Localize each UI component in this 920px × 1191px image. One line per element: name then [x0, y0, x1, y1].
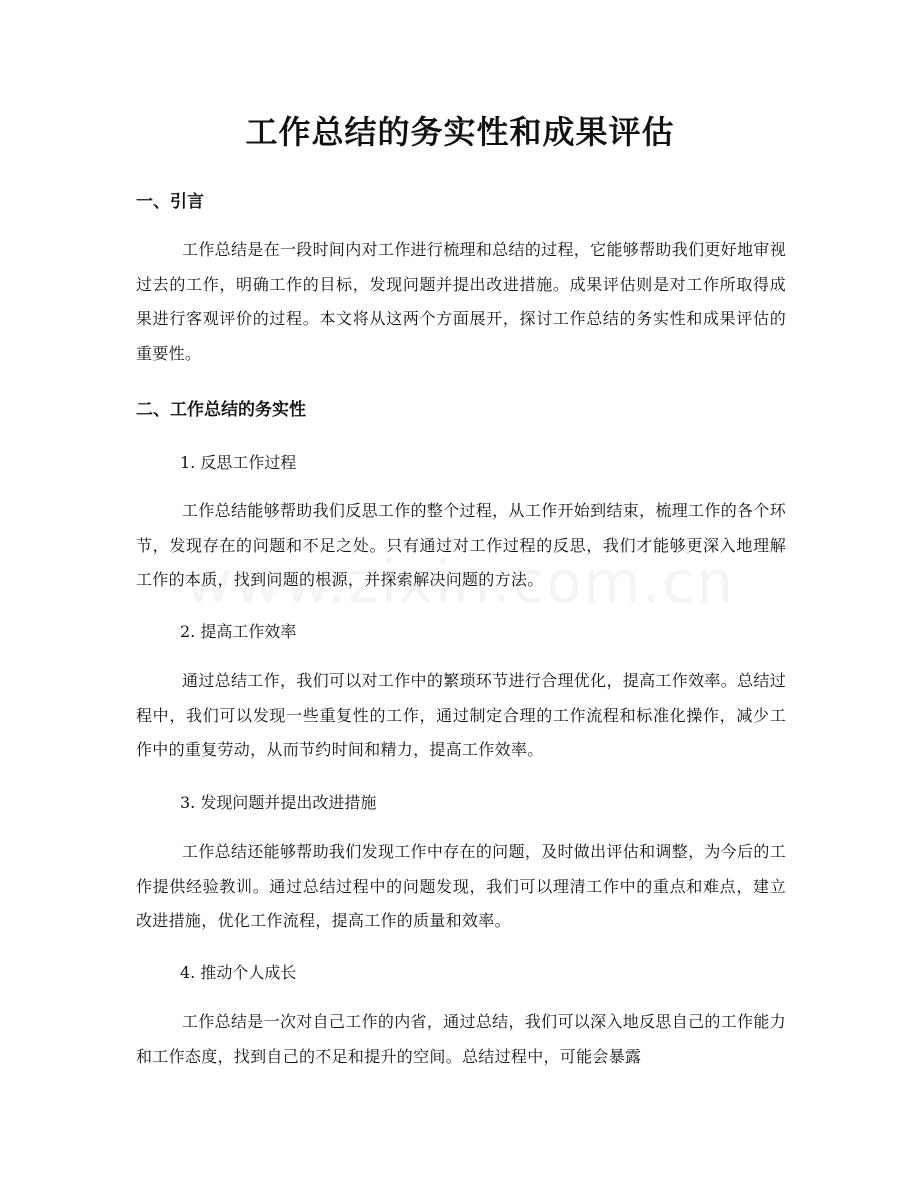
- subsection-paragraph-4: 工作总结是一次对自己工作的内省，通过总结，我们可以深入地反思自己的工作能力和工作态度，找到自己的不足和提升的空间。总结过程中，可能会暴露: [136, 1012, 786, 1066]
- subsection-paragraph-1: 工作总结能够帮助我们反思工作的整个过程，从工作开始到结束，梳理工作的各个环节，发现存在的问题和不足之处。只有通过对工作过程的反思，我们才能够更深入地理解工作的本质，找到问题的根源，并探索解决问题的方法。: [136, 501, 786, 589]
- subsection-paragraph-2: 通过总结工作，我们可以对工作中的繁琐环节进行合理优化，提高工作效率。总结过程中，我们可以发现一些重复性的工作，通过制定合理的工作流程和标准化操作，减少工作中的重复劳动，从而节约时间和精力，提高工作效率。: [136, 671, 786, 759]
- document-title: 工作总结的务实性和成果评估: [245, 113, 675, 151]
- subsection-paragraph-3: 工作总结还能够帮助我们发现工作中存在的问题，及时做出评估和调整，为今后的工作提供经验教训。通过总结过程中的问题发现，我们可以理清工作中的重点和难点，建立改进措施，优化工作流程，提高工作的质量和效率。: [136, 842, 786, 930]
- subsection-heading-4: 4. 推动个人成长: [180, 963, 297, 982]
- section-heading-practicality: 二、工作总结的务实性: [136, 400, 306, 420]
- intro-paragraph: 工作总结是在一段时间内对工作进行梳理和总结的过程，它能够帮助我们更好地审视过去的工作，明确工作的目标，发现问题并提出改进措施。成果评估则是对工作所取得成果进行客观评价的过程。本文将从这两个方面展开，探讨工作总结的务实性和成果评估的重要性。: [136, 240, 786, 363]
- subsection-heading-1: 1. 反思工作过程: [180, 453, 297, 472]
- subsection-heading-2: 2. 提高工作效率: [180, 622, 297, 641]
- subsection-heading-3: 3. 发现问题并提出改进措施: [180, 793, 377, 812]
- section-heading-intro: 一、引言: [136, 192, 204, 212]
